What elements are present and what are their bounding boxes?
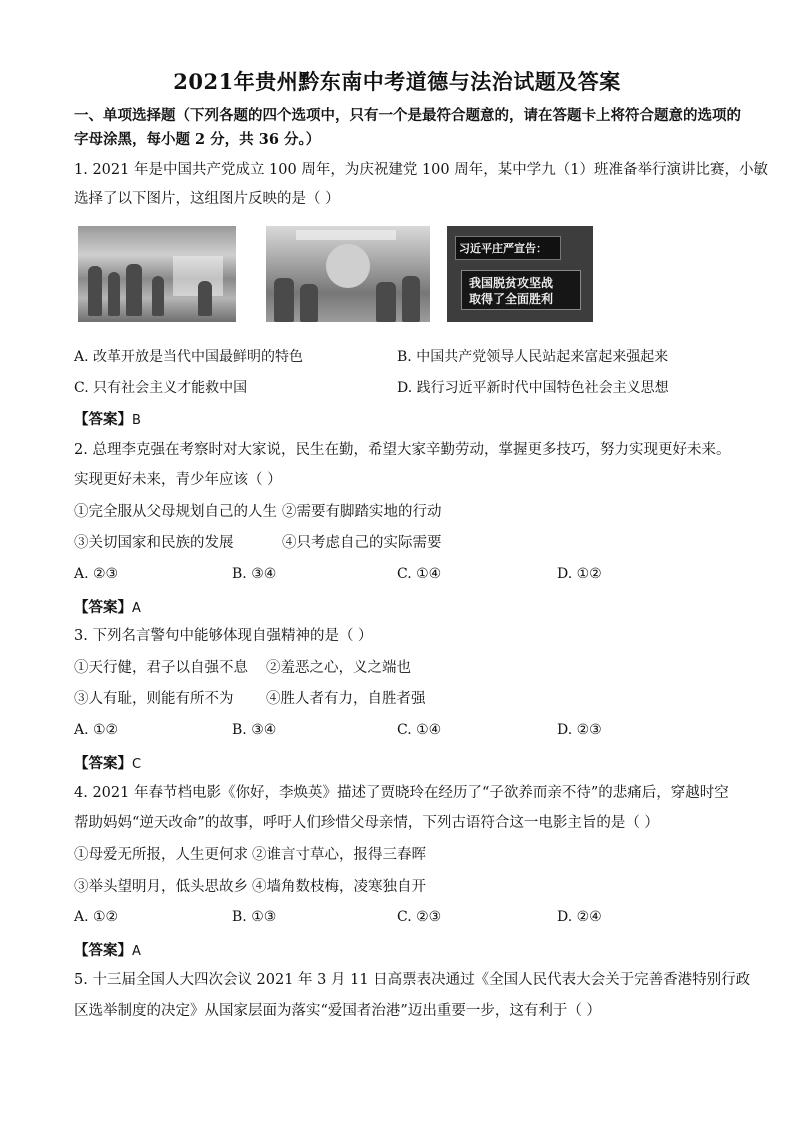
q4-statement-2: ②谁言寸草心，报得三春晖 xyxy=(252,847,426,863)
q1-option-c: C. 只有社会主义才能救中国 xyxy=(74,380,248,396)
q1-photo-poster xyxy=(266,226,430,322)
q1-option-d: D. 践行习近平新时代中国特色社会主义思想 xyxy=(397,380,669,396)
q3-stem: 3. 下列名言警句中能够体现自强精神的是（ ） xyxy=(74,628,373,644)
q3-statement-4: ④胜人者有力，自胜者强 xyxy=(266,691,426,707)
q1-photo-announcement: 习近平庄严宣告： 我国脱贫攻坚战 取得了全面胜利 xyxy=(447,226,593,322)
q5-stem-line1: 5. 十三届全国人大四次会议 2021 年 3 月 11 日高票表决通过《全国人民代表大会关于完善香港特别行政 xyxy=(74,972,751,988)
q4-statement-4: ④墙角数枝梅，凌寒独自开 xyxy=(252,879,426,895)
q2-option-c: C. ①④ xyxy=(397,566,442,582)
q3-option-d: D. ②③ xyxy=(557,722,602,738)
q4-option-c: C. ②③ xyxy=(397,909,442,925)
q4-option-d: D. ②④ xyxy=(557,909,602,925)
q4-statement-3: ③举头望明月，低头思故乡 xyxy=(74,879,248,895)
q3-statement-2: ②羞恶之心，义之端也 xyxy=(266,660,411,676)
q2-option-a: A. ②③ xyxy=(74,566,119,582)
q1-stem-line2: 选择了以下图片，这组图片反映的是（ ） xyxy=(74,191,340,207)
q2-stem-line1: 2. 总理李克强在考察时对大家说，民生在勤，希望大家辛勤劳动，掌握更多技巧，努力实现更好未来。 xyxy=(74,442,731,458)
q1-option-a: A. 改革开放是当代中国最鲜明的特色 xyxy=(74,349,304,365)
section-heading-line1: 一、单项选择题（下列各题的四个选项中，只有一个是最符合题意的，请在答题卡上将符合题意的选项的 xyxy=(74,107,741,124)
q1-photo-ceremony xyxy=(78,226,236,322)
q2-option-b: B. ③④ xyxy=(232,566,277,582)
q2-stem-line2: 实现更好未来，青少年应该（ ） xyxy=(74,472,282,488)
page-title: 2021年贵州黔东南中考道德与法治试题及答案 xyxy=(173,69,621,94)
q3-option-b: B. ③④ xyxy=(232,722,277,738)
q1-stem-line1: 1. 2021 年是中国共产党成立 100 周年，为庆祝建党 100 周年，某中学九（1）班准备举行演讲比赛，小敏 xyxy=(74,162,768,178)
q3-statement-3: ③人有耻，则能有所不为 xyxy=(74,691,234,707)
q4-option-b: B. ①③ xyxy=(232,909,277,925)
q4-option-a: A. ①② xyxy=(74,909,119,925)
q4-stem-line1: 4. 2021 年春节档电影《你好，李焕英》描述了贾晓玲在经历了“子欲养而亲不待”的悲痛后，穿越时空 xyxy=(74,785,729,801)
q2-statement-3: ③关切国家和民族的发展 xyxy=(74,535,234,551)
q1-option-b: B. 中国共产党领导人民站起来富起来强起来 xyxy=(397,349,669,365)
q3-option-a: A. ①② xyxy=(74,722,119,738)
q2-statement-2: ②需要有脚踏实地的行动 xyxy=(282,504,442,520)
q3-statement-1: ①天行健，君子以自强不息 xyxy=(74,660,248,676)
q3-option-c: C. ①④ xyxy=(397,722,442,738)
q5-stem-line2: 区选举制度的决定》从国家层面为落实“爱国者治港”迈出重要一步，这有利于（ ） xyxy=(74,1003,601,1019)
q2-option-d: D. ①② xyxy=(557,566,602,582)
q2-answer: 【答案】A xyxy=(74,599,141,616)
q3-answer: 【答案】C xyxy=(74,755,142,772)
q2-statement-4: ④只考虑自己的实际需要 xyxy=(282,535,442,551)
q2-statement-1: ①完全服从父母规划自己的人生 xyxy=(74,504,277,520)
q1-answer: 【答案】B xyxy=(74,411,141,428)
section-heading-line2: 字母涂黑，每小题 2 分，共 36 分。） xyxy=(74,131,321,148)
q4-answer: 【答案】A xyxy=(74,942,141,959)
q4-stem-line2: 帮助妈妈“逆天改命”的故事，呼吁人们珍惜父母亲情，下列古语符合这一电影主旨的是（ ） xyxy=(74,815,659,831)
q4-statement-1: ①母爱无所报，人生更何求 xyxy=(74,847,248,863)
